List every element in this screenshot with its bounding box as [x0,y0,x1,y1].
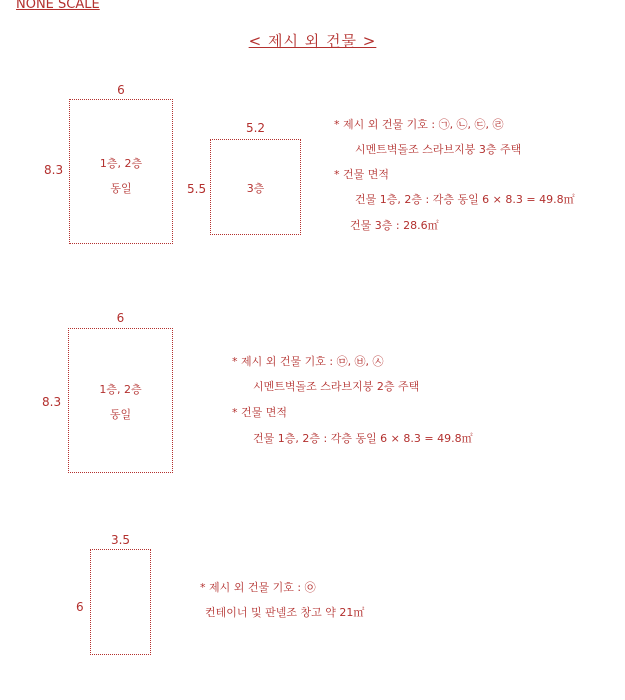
building3-outline [90,549,151,655]
diagram-title: < 제시 외 건물 > [248,32,377,50]
building1-note-structure: 시멘트벽돌조 스라브지붕 3층 주택 [355,143,522,156]
building2-floor12-label: 1층, 2층 [99,383,142,396]
building2-note-area-heading: * 건물 면적 [232,406,287,419]
building1-note-symbol: * 제시 외 건물 기호 : ㉠, ㉡, ㉢, ㉣ [334,118,504,131]
building2-note-structure: 시멘트벽돌조 스라브지붕 2층 주택 [253,380,420,393]
building1-note-area-floor3: 건물 3층 : 28.6㎡ [350,219,439,232]
building2-note-area-floor12: 건물 1층, 2층 : 각층 동일 6 × 8.3 = 49.8㎡ [253,432,473,445]
building3-note-symbol: * 제시 외 건물 기호 : ㉧ [200,581,316,594]
building1-note-area-floor12: 건물 1층, 2층 : 각층 동일 6 × 8.3 = 49.8㎡ [355,193,575,206]
building3-height-label: 6 [76,600,84,614]
building1-floor3-height-label: 5.5 [187,182,207,196]
building2-outline [68,328,173,473]
building3-width-label: 3.5 [110,533,131,547]
building1-same-label: 동일 [110,182,132,195]
building1-width-label: 6 [117,83,125,97]
building3-note-structure: 컨테이너 및 판넬조 창고 약 21㎡ [205,606,365,619]
building1-floor3-label: 3층 [246,182,265,195]
building1-floor12-outline [69,99,173,244]
building1-floor3-width-label: 5.2 [245,121,266,135]
building1-note-area-heading: * 건물 면적 [334,168,389,181]
building1-height-label: 8.3 [44,163,64,177]
building1-floor12-label: 1층, 2층 [99,157,143,170]
scale-label: NONE SCALE [16,0,100,12]
building2-width-label: 6 [116,311,125,325]
building2-height-label: 8.3 [42,395,62,409]
building2-note-symbol: * 제시 외 건물 기호 : ㉤, ㉥, ㉦ [232,355,384,368]
building2-same-label: 동일 [109,408,132,421]
